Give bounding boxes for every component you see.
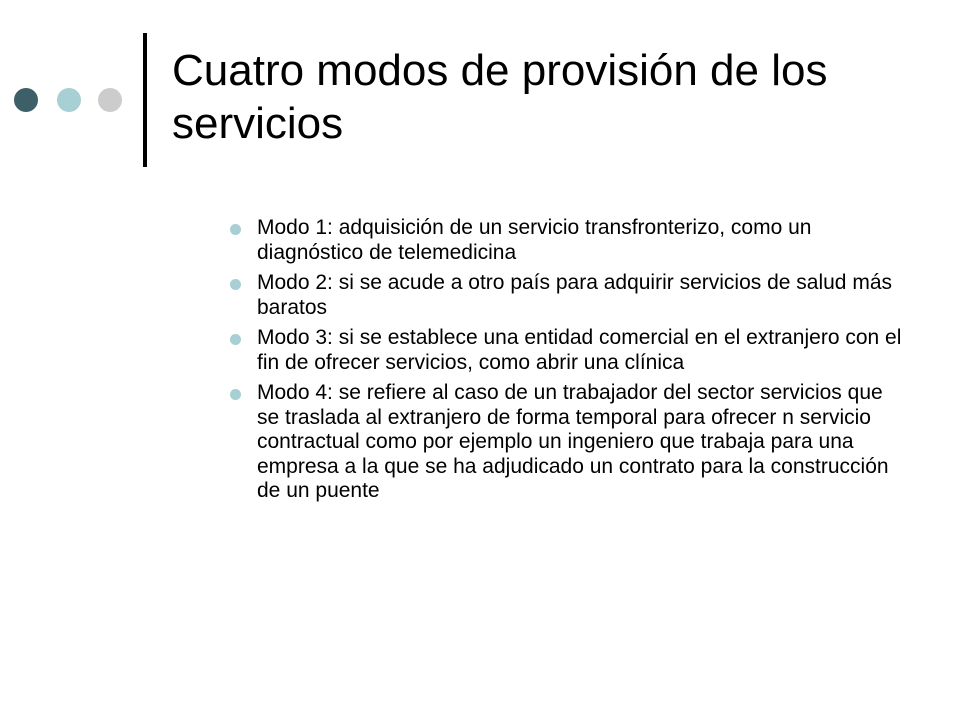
bullet-item <box>230 326 910 375</box>
bullet-list <box>230 216 910 510</box>
bullet-dot-icon <box>230 224 241 235</box>
bullet-item <box>230 216 910 265</box>
decorative-dot-gray <box>98 88 122 112</box>
bullet-text: Modo 3: si se establece una entidad comercial en el extranjero con el fin de ofrecer servicios, como abrir una clínica <box>257 326 902 374</box>
bullet-text: Modo 4: se refiere al caso de un trabajador del sector servicios que se traslada al extranjero de forma temporal para ofrecer n servicio contractual como por ejemplo un ingeniero que trabaja para una empresa a la que se ha adjudicado un contrato para la construcción de un puente <box>257 381 889 502</box>
bullet-dot-icon <box>230 279 241 290</box>
decorative-dot-light <box>57 88 81 112</box>
bullet-text: Modo 1: adquisición de un servicio transfronterizo, como un diagnóstico de telemedicina <box>257 216 812 264</box>
decorative-dot-dark <box>14 88 38 112</box>
bullet-item <box>230 381 910 504</box>
title-divider <box>143 33 147 167</box>
bullet-dot-icon <box>230 389 241 400</box>
slide-title: Cuatro modos de provisión de los servicios <box>172 46 828 148</box>
bullet-item <box>230 271 910 320</box>
bullet-dot-icon <box>230 334 241 345</box>
bullet-text: Modo 2: si se acude a otro país para adquirir servicios de salud más baratos <box>257 271 892 319</box>
